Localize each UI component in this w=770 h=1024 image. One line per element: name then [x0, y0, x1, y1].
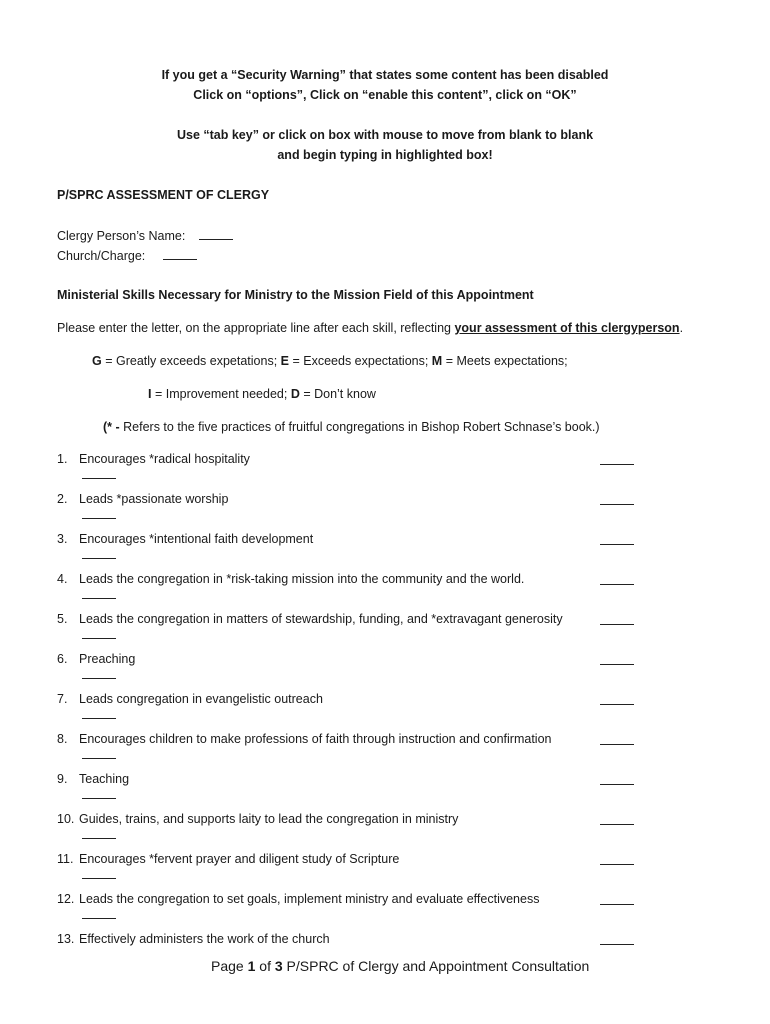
skill-answer-field[interactable] [600, 744, 634, 745]
skill-text: Leads *passionate worship [79, 492, 229, 506]
skill-comment-field[interactable] [82, 598, 116, 599]
skill-number: 3. [57, 532, 68, 546]
skill-text: Encourages *radical hospitality [79, 452, 250, 466]
skill-answer-field[interactable] [600, 624, 634, 625]
legend-line-2 [148, 387, 376, 401]
legend-d-text: = Don’t know [299, 387, 376, 401]
skill-comment-field[interactable] [82, 718, 116, 719]
legend-i-text: = Improvement needed; [151, 387, 291, 401]
skill-answer-field[interactable] [600, 464, 634, 465]
skill-comment-field[interactable] [82, 638, 116, 639]
clergy-name-row [57, 229, 233, 243]
skill-item [57, 572, 524, 586]
skill-text: Encourages children to make professions of faith through instruction and confirmation [79, 732, 552, 746]
church-label: Church/Charge: [57, 249, 146, 263]
instruction-line-4: and begin typing in highlighted box! [277, 148, 493, 162]
skill-answer-field[interactable] [600, 904, 634, 905]
skill-comment-field[interactable] [82, 838, 116, 839]
note-text: Refers to the five practices of fruitful congregations in Bishop Robert Schnase’s book.) [123, 420, 600, 434]
skill-item [57, 852, 399, 866]
skill-text: Leads congregation in evangelistic outreach [79, 692, 323, 706]
skill-number: 4. [57, 572, 68, 586]
skill-item [57, 652, 135, 666]
skill-comment-field[interactable] [82, 518, 116, 519]
instruction-paragraph [57, 321, 683, 335]
legend-m-text: = Meets expectations; [442, 354, 568, 368]
footer-title: P/SPRC of Clergy and Appointment Consultation [282, 958, 590, 974]
skill-text: Guides, trains, and supports laity to lead the congregation in ministry [79, 812, 459, 826]
instruction-line-2: Click on “options”, Click on “enable this content”, click on “OK” [193, 88, 577, 102]
skill-comment-field[interactable] [82, 478, 116, 479]
skill-item [57, 452, 250, 466]
skill-answer-field[interactable] [600, 664, 634, 665]
instruction-line-1: If you get a “Security Warning” that states some content has been disabled [161, 68, 609, 82]
skill-text: Leads the congregation to set goals, implement ministry and evaluate effectiveness [79, 892, 540, 906]
skill-answer-field[interactable] [600, 584, 634, 585]
skill-item [57, 492, 228, 506]
skill-item [57, 932, 330, 946]
skill-comment-field[interactable] [82, 918, 116, 919]
skill-item [57, 892, 539, 906]
legend-g-text: = Greatly exceeds expetations; [101, 354, 281, 368]
skill-text: Encourages *fervent prayer and diligent study of Scripture [79, 852, 400, 866]
skill-number: 9. [57, 772, 68, 786]
legend-e-key: E [280, 354, 289, 368]
skill-number: 11. [57, 852, 74, 866]
skill-text: Effectively administers the work of the church [79, 932, 330, 946]
skill-number: 13. [57, 932, 75, 946]
clergy-name-field[interactable] [199, 238, 233, 240]
skill-answer-field[interactable] [600, 784, 634, 785]
skill-comment-field[interactable] [82, 758, 116, 759]
skill-answer-field[interactable] [600, 824, 634, 825]
legend-m-key: M [431, 354, 443, 368]
skill-text: Leads the congregation in matters of stewardship, funding, and *extravagant generosity [79, 612, 563, 626]
footer-page-num: 1 [247, 958, 256, 974]
skill-item [57, 692, 323, 706]
skill-answer-field[interactable] [600, 864, 634, 865]
skill-item [57, 612, 563, 626]
legend-line-1 [92, 354, 568, 368]
skill-comment-field[interactable] [82, 678, 116, 679]
skill-text: Encourages *intentional faith development [79, 532, 314, 546]
instruction-line-3: Use “tab key” or click on box with mouse to move from blank to blank [176, 128, 594, 142]
skill-answer-field[interactable] [600, 504, 634, 505]
skill-number: 2. [57, 492, 68, 506]
section-title: Ministerial Skills Necessary for Ministry to the Mission Field of this Appointment [57, 288, 534, 302]
legend-e-text: = Exceeds expectations; [289, 354, 432, 368]
skill-item [57, 532, 313, 546]
skill-number: 8. [57, 732, 68, 746]
legend-i-key: I [148, 387, 152, 401]
skill-text: Leads the congregation in *risk-taking mission into the community and the world. [79, 572, 525, 586]
note-line [103, 420, 600, 434]
skill-item [57, 812, 458, 826]
skill-text: Teaching [79, 772, 130, 786]
skill-item [57, 732, 552, 746]
legend-g-key: G [92, 354, 102, 368]
skill-comment-field[interactable] [82, 798, 116, 799]
skill-answer-field[interactable] [600, 944, 634, 945]
skill-text: Preaching [79, 652, 136, 666]
clergy-name-label: Clergy Person’s Name: [57, 229, 186, 243]
page-title: P/SPRC ASSESSMENT OF CLERGY [57, 188, 270, 202]
skill-number: 1. [57, 452, 68, 466]
skill-number: 6. [57, 652, 68, 666]
skill-comment-field[interactable] [82, 558, 116, 559]
instruction-text: Please enter the letter, on the appropriate line after each skill, reflecting [57, 321, 451, 335]
skill-number: 10. [57, 812, 75, 826]
skill-answer-field[interactable] [600, 704, 634, 705]
church-row [57, 249, 197, 263]
skill-item [57, 772, 129, 786]
page-footer [211, 958, 589, 974]
footer-page-total: 3 [274, 958, 283, 974]
skill-number: 12. [57, 892, 75, 906]
instruction-emphasis: your assessment of this clergyperson [454, 321, 680, 335]
instruction-end: . [679, 321, 684, 335]
legend-d-key: D [290, 387, 300, 401]
church-field[interactable] [163, 258, 197, 260]
footer-page-word: Page [211, 958, 248, 974]
skill-number: 5. [57, 612, 68, 626]
footer-of-word: of [255, 958, 275, 974]
skill-comment-field[interactable] [82, 878, 116, 879]
note-prefix: (* - [103, 420, 124, 434]
skill-answer-field[interactable] [600, 544, 634, 545]
skill-number: 7. [57, 692, 68, 706]
